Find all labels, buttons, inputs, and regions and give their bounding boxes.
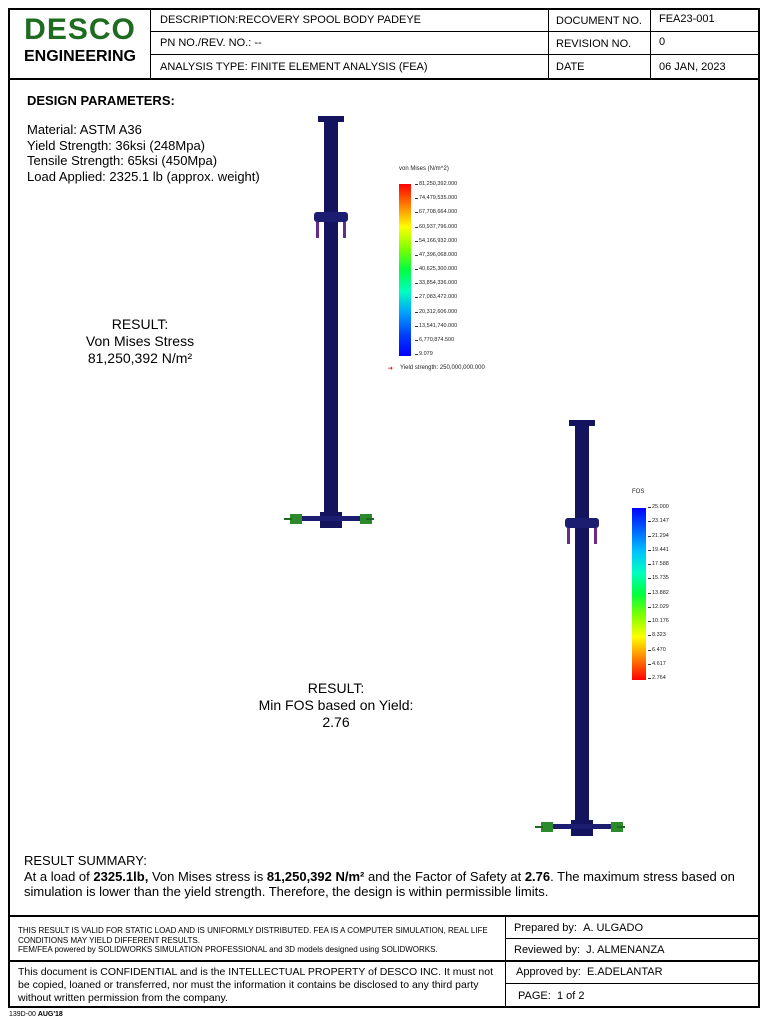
stress-legend-value: 74,479,535.000 xyxy=(419,195,458,202)
fos-legend-value: 10.176 xyxy=(652,618,669,624)
fos-legend-value: 15.735 xyxy=(652,575,669,582)
result1-title: RESULT: xyxy=(111,316,169,332)
stress-legend-value: 47,396,068.000 xyxy=(419,251,458,258)
fos-legend-tick xyxy=(648,578,651,579)
fos-legend-value: 4.617 xyxy=(652,660,666,667)
fos-legend-value: 25.000 xyxy=(652,504,669,510)
summary-heading: RESULT SUMMARY: xyxy=(24,853,147,868)
fos-legend-value: 19.441 xyxy=(652,546,669,553)
pn-label: PN NO./REV. NO.: xyxy=(160,37,252,49)
load-text: Load Applied: 2325.1 lb (approx. weight) xyxy=(27,168,260,184)
result1-value: 81,250,392 N/m² xyxy=(87,350,193,366)
fos-legend-title: FOS xyxy=(632,489,645,495)
fos-legend-value: 13.882 xyxy=(652,589,669,596)
fos-legend-tick xyxy=(648,550,651,551)
design-parameters xyxy=(27,122,260,184)
prepared-by: Prepared by: A. ULGADO xyxy=(514,922,644,934)
stress-legend-value: 81,250,392.000 xyxy=(419,181,458,187)
header-divider xyxy=(150,54,760,55)
company-logo xyxy=(10,10,151,78)
doc-no-value: FEA23-001 xyxy=(659,13,715,25)
analysis-value: FINITE ELEMENT ANALYSIS (FEA) xyxy=(250,61,428,73)
stress-legend-value: 9.079 xyxy=(419,351,433,357)
fos-legend-tick xyxy=(648,664,651,665)
fos-legend-value: 2.764 xyxy=(652,675,666,681)
result-fos xyxy=(236,680,436,731)
footer-divider xyxy=(505,938,760,939)
fos-legend-tick xyxy=(648,621,651,622)
result2-value: 2.76 xyxy=(322,714,350,730)
validity-note: THIS RESULT IS VALID FOR STATIC LOAD AND IS UNIFORMLY DISTRIBUTED. FEA IS A COMPUTER SIMULATION, REAL LIFE CONDITIONS MAY YIELD DIFFERENT RESULTS. xyxy=(18,926,488,945)
fos-legend-tick xyxy=(648,635,651,636)
stress-legend-value: 27,083,472.000 xyxy=(419,294,458,301)
description-value: RECOVERY SPOOL BODY PADEYE xyxy=(238,14,422,26)
stress-color-bar xyxy=(399,184,411,356)
analysis-label: ANALYSIS TYPE: xyxy=(160,61,248,73)
fos-legend-tick xyxy=(648,607,651,608)
stress-legend-value: 20,312,606.000 xyxy=(419,308,458,315)
result1-label: Von Mises Stress xyxy=(85,333,195,349)
fos-legend-value: 6.470 xyxy=(652,646,666,653)
stress-legend-tick xyxy=(415,354,418,355)
material-text: Material: ASTM A36 xyxy=(27,122,142,137)
stress-legend-value: 67,708,664.000 xyxy=(419,209,458,216)
analysis-field xyxy=(160,61,428,73)
stress-legend-tick xyxy=(415,212,418,213)
fos-legend-value: 23.147 xyxy=(652,518,669,525)
fos-legend-tick xyxy=(648,678,651,679)
stress-legend-value: 33,854,336.000 xyxy=(419,280,458,287)
fos-legend-tick xyxy=(648,564,651,565)
stress-legend-value: 40,625,300.000 xyxy=(419,266,458,272)
result2-label: Min FOS based on Yield: xyxy=(258,697,414,713)
yield-strength-note: Yield strength: 250,000,000.000 xyxy=(400,365,485,371)
approved-by: Approved by: E.ADELANTAR xyxy=(516,966,663,978)
header-divider xyxy=(150,31,760,32)
pn-value: -- xyxy=(254,37,262,49)
stress-legend-tick xyxy=(415,326,418,327)
date-label: DATE xyxy=(556,61,585,73)
design-heading: DESIGN PARAMETERS: xyxy=(27,93,175,108)
footer-divider xyxy=(505,915,506,1008)
date-value: 06 JAN, 2023 xyxy=(659,61,726,73)
fos-legend-tick xyxy=(648,650,651,651)
page-number: PAGE: 1 of 2 xyxy=(518,990,585,1002)
result2-title: RESULT: xyxy=(307,680,365,696)
logo-sub: ENGINEERING xyxy=(23,48,136,65)
yield-arrow-icon: ➔ xyxy=(388,366,394,372)
fos-legend-value: 21.294 xyxy=(652,532,669,539)
fos-legend-value: 8.323 xyxy=(652,632,666,639)
stress-legend-tick xyxy=(415,340,418,341)
fos-legend-value: 17.588 xyxy=(652,561,669,567)
fos-color-bar xyxy=(632,508,646,680)
stress-legend-title: von Mises (N/m^2) xyxy=(399,166,449,172)
header-divider xyxy=(8,78,760,80)
software-note: FEM/FEA powered by SOLIDWORKS SIMULATION PROFESSIONAL and 3D models designed using SOLIDWORKS. xyxy=(18,945,438,954)
stress-legend-tick xyxy=(415,297,418,298)
fos-legend-tick xyxy=(648,536,651,537)
header-divider xyxy=(650,8,651,79)
footer-divider xyxy=(8,915,760,917)
stress-legend-tick xyxy=(415,255,418,256)
stress-legend-tick xyxy=(415,283,418,284)
stress-legend-tick xyxy=(415,312,418,313)
result-summary xyxy=(24,853,744,900)
logo-brand: DESCO xyxy=(24,13,136,46)
result-von-mises xyxy=(60,316,220,367)
revision-value: 0 xyxy=(659,36,666,48)
stress-legend-value: 13,541,740.000 xyxy=(419,322,458,329)
tensile-text: Tensile Strength: 65ksi (450Mpa) xyxy=(27,153,218,168)
fos-legend-tick xyxy=(648,507,651,508)
footer-divider xyxy=(8,960,760,962)
stress-legend-tick xyxy=(415,269,418,270)
summary-text: At a load of 2325.1lb, Von Mises stress is 81,250,392 N/m² and the Factor of Safety at 2.76. The maximum stress based on simulation is lower than the yield strength. Therefore, the design is within permissible limits. xyxy=(24,868,735,899)
fos-legend-tick xyxy=(648,593,651,594)
description-field xyxy=(160,14,421,26)
fos-legend-tick xyxy=(648,521,651,522)
fos-legend-value: 12.029 xyxy=(652,603,669,610)
form-code: 139D-00 AUG'18 xyxy=(9,1011,63,1018)
fos-model-image xyxy=(530,418,630,842)
header-divider xyxy=(548,8,549,79)
stress-model-image xyxy=(280,114,380,538)
stress-legend-value: 6,770,874.500 xyxy=(419,336,455,343)
description-label: DESCRIPTION: xyxy=(160,14,239,26)
stress-legend-value: 54,166,932.000 xyxy=(419,237,458,244)
confidential-note: This document is CONFIDENTIAL and is the INTELLECTUAL PROPERTY of DESCO INC. It must not be copied, loaned or transferred, nor must the information it contains be disclosed to any third party without written permission from the company. xyxy=(18,966,493,1004)
stress-legend-value: 60,937,796.000 xyxy=(419,223,458,230)
stress-legend-tick xyxy=(415,198,418,199)
stress-legend-tick xyxy=(415,184,418,185)
footer-divider xyxy=(505,983,760,984)
stress-legend-tick xyxy=(415,241,418,242)
revision-label: REVISION NO. xyxy=(556,38,632,50)
reviewed-by: Reviewed by: J. ALMENANZA xyxy=(514,944,665,956)
pn-field xyxy=(160,37,262,49)
stress-legend-tick xyxy=(415,227,418,228)
doc-no-label: DOCUMENT NO. xyxy=(556,15,642,27)
yield-text: Yield Strength: 36ksi (248Mpa) xyxy=(27,137,206,153)
